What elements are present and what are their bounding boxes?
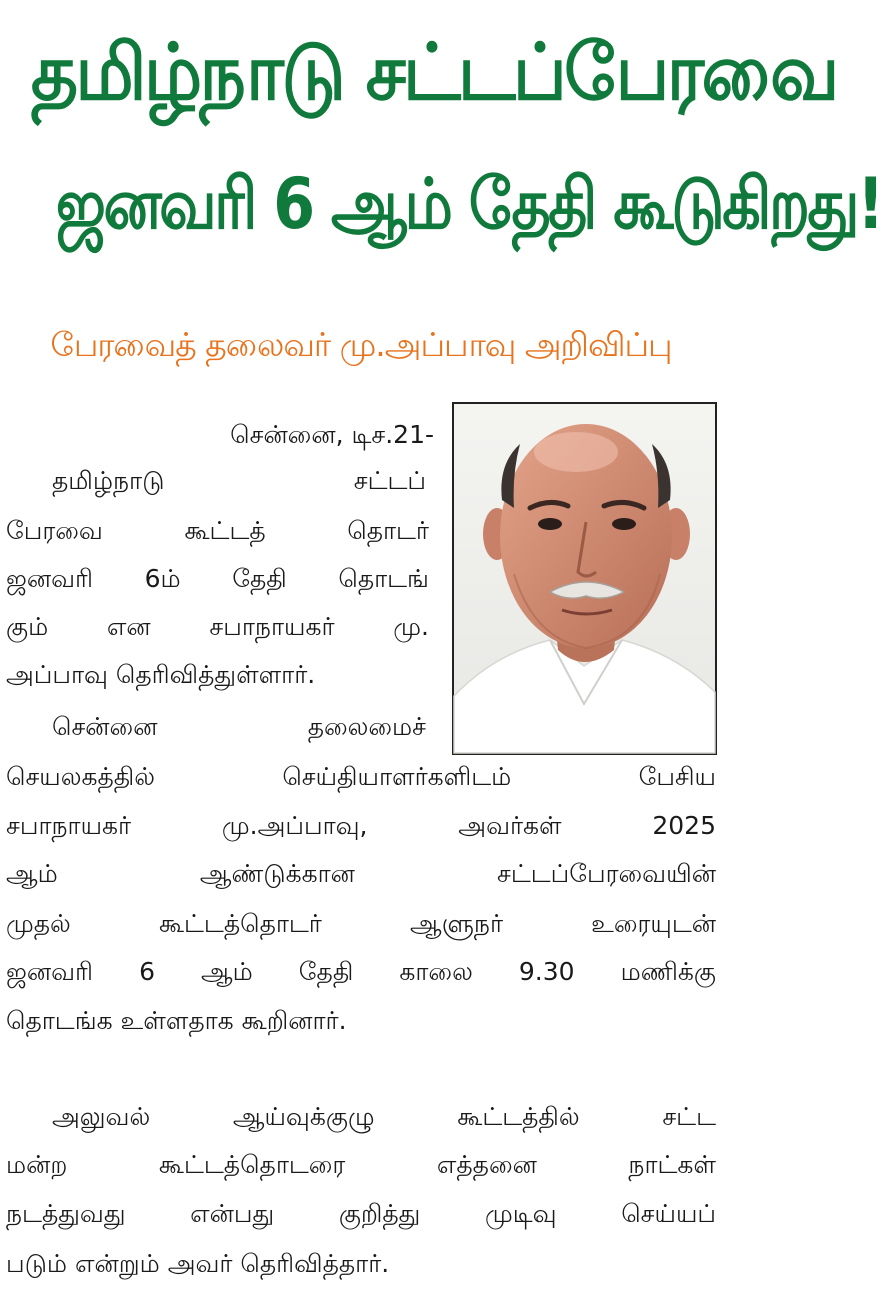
- word: ஜனவரி: [6, 957, 94, 986]
- word: ஆய்வுக்குழு: [232, 1102, 375, 1131]
- word: நடத்துவது: [6, 1199, 126, 1228]
- word: சட்ட: [662, 1102, 716, 1131]
- word: செய்யப்: [621, 1199, 716, 1228]
- portrait-image: [454, 404, 715, 753]
- full-line-1: [6, 756, 716, 797]
- word: சபாநாயகர்: [6, 811, 132, 840]
- side-line-4: [6, 606, 429, 647]
- word: நாட்கள்: [628, 1150, 716, 1179]
- word: காலை: [399, 957, 473, 986]
- dateline: சென்னை, டிச.21-: [230, 420, 434, 449]
- word: என்பது: [190, 1199, 275, 1228]
- full-line-9: [6, 1193, 716, 1234]
- word: கூட்டத்தில்: [457, 1102, 580, 1131]
- word: முதல்: [6, 909, 71, 938]
- word: மு.அப்பாவு,: [221, 811, 368, 840]
- word: தொடங்: [338, 564, 429, 593]
- full-line-7: [52, 1096, 716, 1137]
- full-line-5: [6, 951, 716, 992]
- full-line-6: தொடங்க உள்ளதாக கூறினார்.: [6, 1006, 347, 1035]
- word: தேதி: [298, 957, 354, 986]
- word: மன்ற: [6, 1150, 68, 1179]
- word: மு.: [393, 612, 429, 641]
- word: 2025: [652, 811, 716, 840]
- word: உரையுடன்: [591, 909, 716, 938]
- word: தமிழ்நாடு: [52, 466, 165, 495]
- word: ஆம்: [6, 859, 58, 888]
- word: தொடர்: [347, 516, 429, 545]
- word: தேதி: [232, 564, 287, 593]
- word: முடிவு: [484, 1199, 557, 1228]
- word: கூட்டத்: [184, 516, 266, 545]
- word: சட்டப்: [353, 466, 426, 495]
- headline-line-1: தமிழ்நாடு சட்டப்பேரவை: [30, 28, 837, 118]
- word: 6: [139, 957, 155, 986]
- word: செயலகத்தில்: [6, 762, 155, 791]
- word: 6ம்: [144, 564, 181, 593]
- headline-line-2: ஜனவரி 6 ஆம் தேதி கூடுகிறது!: [55, 163, 882, 245]
- word: கூட்டத்தொடரை: [158, 1150, 346, 1179]
- side-line-3: [6, 558, 429, 599]
- word: சென்னை: [52, 712, 158, 741]
- word: அவர்கள்: [458, 811, 562, 840]
- full-line-4: [6, 903, 716, 944]
- side-line-6: [52, 706, 426, 747]
- word: ஜனவரி: [6, 564, 94, 593]
- side-line-5: அப்பாவு தெரிவித்துள்ளார்.: [6, 660, 316, 689]
- subheadline: பேரவைத் தலைவர் மு.அப்பாவு அறிவிப்பு: [50, 325, 672, 364]
- word: எத்தனை: [436, 1150, 537, 1179]
- word: பேரவை: [6, 516, 103, 545]
- word: 9.30: [518, 957, 575, 986]
- word: என: [106, 612, 151, 641]
- word: சட்டப்பேரவையின்: [496, 859, 716, 888]
- word: அலுவல்: [52, 1102, 151, 1131]
- word: ஆளுநர்: [410, 909, 503, 938]
- word: ஆண்டுக்கான: [199, 859, 355, 888]
- full-line-3: [6, 853, 716, 894]
- word: செய்தியாளர்களிடம்: [282, 762, 512, 791]
- word: பேசிய: [638, 762, 716, 791]
- side-line-1: [52, 460, 426, 501]
- portrait-photo: [452, 402, 717, 755]
- word: சபாநாயகர்: [209, 612, 335, 641]
- full-line-2: [6, 805, 716, 846]
- word: ஆம்: [201, 957, 253, 986]
- word: மணிக்கு: [620, 957, 716, 986]
- word: குறித்து: [338, 1199, 421, 1228]
- side-line-2: [6, 510, 429, 551]
- word: தலைமைச்: [307, 712, 426, 741]
- word: கூட்டத்தொடர்: [158, 909, 322, 938]
- full-line-8: [6, 1144, 716, 1185]
- full-line-10: படும் என்றும் அவர் தெரிவித்தார்.: [6, 1249, 390, 1278]
- word: கும்: [6, 612, 49, 641]
